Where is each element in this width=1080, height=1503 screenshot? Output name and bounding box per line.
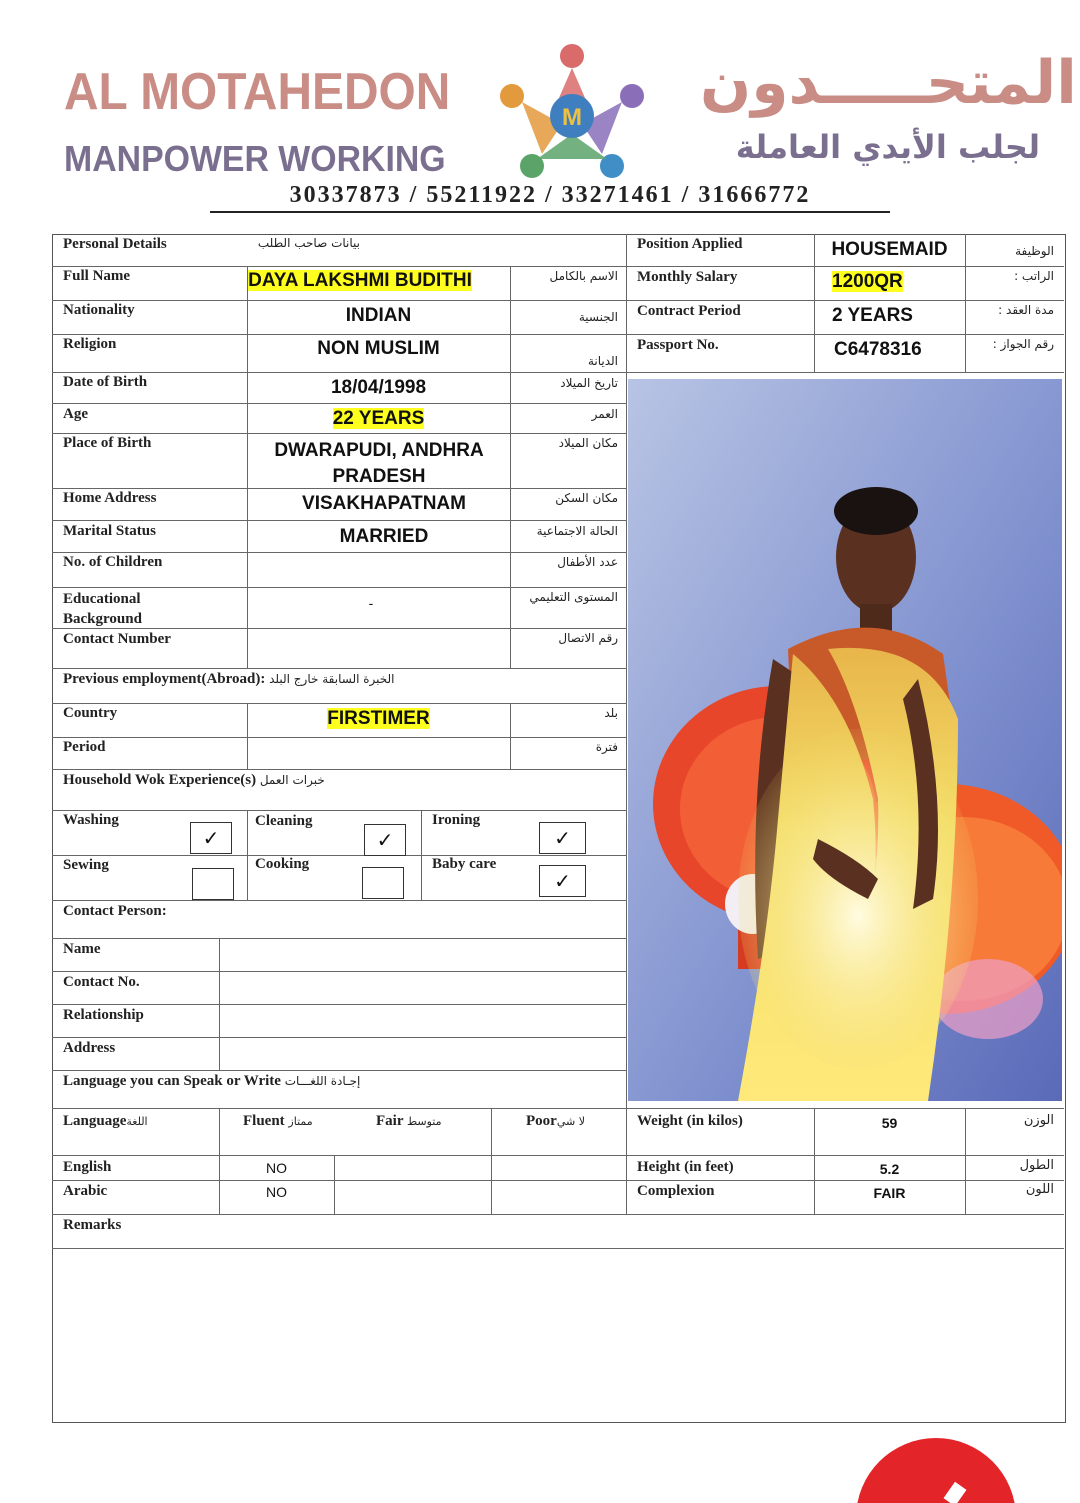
home-address-label-ar: مكان السكن [555, 491, 618, 505]
contact-person-relationship-label: Relationship [63, 1007, 144, 1023]
dob-label-ar: تاريخ الميلاد [560, 376, 618, 390]
weight-label-ar: الوزن [1023, 1113, 1054, 1128]
age-label-ar: العمر [591, 407, 618, 421]
complexion-label-ar: اللون [1025, 1182, 1054, 1197]
age-value: 22 YEARS [332, 408, 425, 429]
monthly-salary-label: Monthly Salary [637, 269, 738, 285]
position-applied-value: HOUSEMAID [831, 239, 948, 260]
height-value: 5.2 [879, 1161, 900, 1177]
brand-tagline-arabic: لجلب الأيدي العاملة [735, 128, 1040, 166]
marital-status-label-ar: الحالة الاجتماعية [536, 524, 618, 538]
contract-period-label: Contract Period [637, 303, 741, 319]
country-label-ar: بلد [604, 706, 618, 720]
contact-person-label: Contact Person: [63, 903, 167, 919]
fair-column-header: Fair متوسط [376, 1113, 442, 1129]
personal-details-label: Personal Details [63, 236, 167, 252]
candidate-photo [628, 379, 1062, 1101]
country-value: FIRSTIMER [327, 708, 430, 729]
skill-cleaning-label: Cleaning [255, 813, 313, 829]
country-label: Country [63, 705, 118, 721]
company-logo [492, 44, 652, 184]
height-label-ar: الطول [1019, 1158, 1054, 1173]
fluent-column-header: Fluent ممتاز [243, 1113, 313, 1129]
contact-person-address-label: Address [63, 1040, 116, 1056]
height-label: Height (in feet) [637, 1159, 734, 1175]
nationality-label-ar: الجنسية [578, 310, 618, 324]
skill-washing-label: Washing [63, 812, 119, 828]
children-label: No. of Children [63, 554, 163, 570]
education-value: - [368, 595, 374, 611]
children-label-ar: عدد الأطفال [557, 555, 618, 569]
passport-value: C6478316 [834, 339, 922, 360]
position-applied-label-ar: الوظيفة [1015, 244, 1054, 258]
poor-column-header: Poorلا شي [526, 1113, 585, 1129]
logo-letter: M [562, 104, 582, 131]
monthly-salary-label-ar: الراتب : [1014, 269, 1054, 283]
phone-numbers: 30337873 / 55211922 / 33271461 / 31666772 [210, 182, 890, 213]
language-column-header: Languageاللغة [63, 1113, 148, 1129]
pob-label: Place of Birth [63, 435, 152, 451]
passport-label: Passport No. [637, 337, 719, 353]
skill-washing-checkbox[interactable]: ✓ [190, 822, 232, 854]
skill-sewing-label: Sewing [63, 857, 109, 873]
nationality-value: INDIAN [345, 305, 412, 326]
arabic-fluent-value: NO [266, 1184, 287, 1200]
language-row-arabic: Arabic [63, 1183, 108, 1199]
skill-baby-care-checkbox[interactable]: ✓ [539, 865, 586, 897]
skill-cooking-label: Cooking [255, 856, 310, 872]
marital-status-label: Marital Status [63, 523, 156, 539]
previous-employment-label: Previous employment(Abroad): الخبرة السابقة خارج البلد [63, 671, 395, 687]
full-name-label-ar: الاسم بالكامل [549, 269, 618, 283]
contract-period-value: 2 YEARS [832, 305, 913, 326]
home-address-value: VISAKHAPATNAM [302, 493, 466, 514]
skill-baby-care-label: Baby care [432, 856, 497, 872]
corner-badge[interactable] [856, 1438, 1080, 1503]
full-name-label: Full Name [63, 268, 131, 284]
contact-number-label-ar: رقم الاتصال [558, 631, 618, 645]
personal-details-label-ar: بيانات صاحب الطلب [257, 236, 360, 250]
household-experience-label: Household Wok Experience(s) خبرات العمل [63, 772, 325, 788]
religion-value: NON MUSLIM [317, 338, 440, 359]
complexion-value: FAIR [873, 1185, 906, 1201]
contact-person-number-label: Contact No. [63, 974, 140, 990]
dob-value: 18/04/1998 [330, 377, 427, 398]
marital-status-value: MARRIED [339, 526, 429, 547]
remarks-label: Remarks [63, 1217, 122, 1233]
brand-tagline: MANPOWER WORKING [64, 138, 446, 179]
skill-sewing-checkbox[interactable] [192, 868, 234, 900]
religion-label-ar: الديانة [587, 354, 618, 368]
skill-cleaning-checkbox[interactable]: ✓ [364, 824, 406, 856]
age-label: Age [63, 406, 88, 422]
skill-ironing-label: Ironing [432, 812, 481, 828]
period-label: Period [63, 739, 106, 755]
weight-label: Weight (in kilos) [637, 1113, 743, 1129]
brand-name: AL MOTAHEDON [64, 63, 451, 121]
weight-value: 59 [881, 1115, 898, 1131]
passport-label-ar: رقم الجواز : [992, 337, 1054, 351]
contact-number-label: Contact Number [63, 631, 171, 647]
religion-label: Religion [63, 336, 117, 352]
education-label-ar: المستوى التعليمي [529, 590, 618, 604]
language-section-label: Language you can Speak or Write إجـادة اللغـــات [63, 1073, 361, 1089]
monthly-salary-value: 1200QR [832, 271, 903, 292]
complexion-label: Complexion [637, 1183, 715, 1199]
skill-ironing-checkbox[interactable]: ✓ [539, 822, 586, 854]
english-fluent-value: NO [266, 1160, 287, 1176]
position-applied-label: Position Applied [637, 236, 743, 252]
language-row-english: English [63, 1159, 112, 1175]
contact-person-name-label: Name [63, 941, 101, 957]
skill-cooking-checkbox[interactable] [362, 867, 404, 899]
pob-label-ar: مكان الميلاد [558, 436, 618, 450]
pob-value: DWARAPUDI, ANDHRA PRADESH [274, 440, 484, 487]
full-name-value: DAYA LAKSHMI BUDITHI [248, 270, 472, 291]
dob-label: Date of Birth [63, 374, 148, 390]
home-address-label: Home Address [63, 490, 157, 506]
nationality-label: Nationality [63, 302, 135, 318]
brand-name-arabic: المتحـــــدون [700, 48, 1077, 118]
contract-period-label-ar: مدة العقد : [998, 303, 1054, 317]
period-label-ar: فترة [595, 740, 618, 754]
education-label: Educational Background [63, 591, 142, 627]
